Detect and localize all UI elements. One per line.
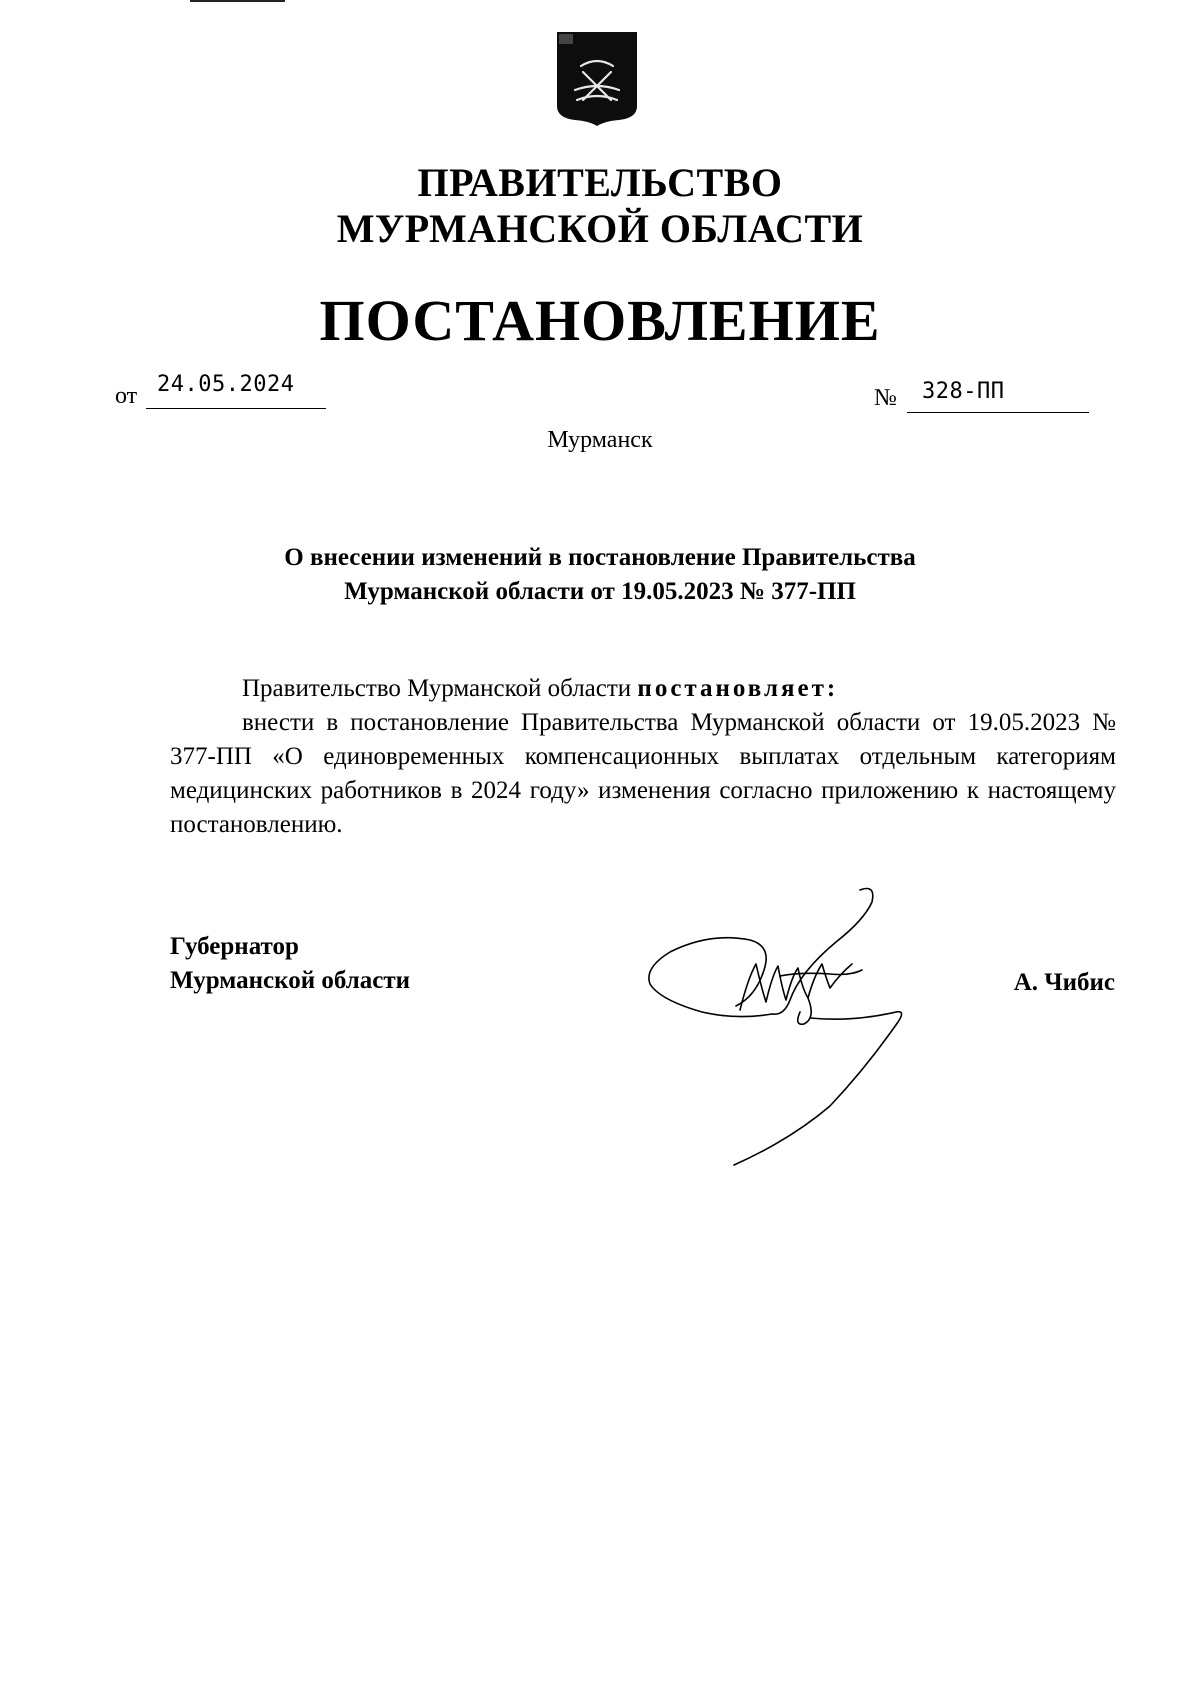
number-value: 328-ПП: [922, 379, 1005, 404]
organization-name-line-1: ПРАВИТЕЛЬСТВО: [417, 160, 783, 205]
date-underline: [146, 408, 326, 409]
date-label: от: [115, 383, 138, 409]
signatory-position-line-1: Губернатор: [170, 933, 299, 960]
scan-artifact-top: [190, 0, 285, 2]
signatory-position: [170, 930, 410, 998]
signatory-name: А. Чибис: [1013, 969, 1115, 996]
city-name: Мурманск: [547, 427, 653, 453]
signatory-position-line-2: Мурманской области: [170, 967, 411, 994]
document-type: ПОСТАНОВЛЕНИЕ: [319, 288, 881, 353]
intro-paragraph: [242, 672, 1116, 706]
intro-text: Правительство Мурманской области: [242, 675, 632, 702]
decree-paragraph: внести в постановление Правительства Мурманской области от 19.05.2023 № 377-ПП «О единовременных компенсационных выплатах отдельным категориям медицинских работников в 2024 году» изменения согласно приложению к настоящему постановлению.: [170, 709, 1116, 838]
document-title-line-1: О внесении изменений в постановление Правительства: [284, 544, 916, 571]
organization-name-line-2: МУРМАНСКОЙ ОБЛАСТИ: [336, 206, 864, 251]
handwritten-signature: [640, 880, 910, 1170]
intro-verb: постановляет:: [637, 675, 839, 702]
document-title-line-2: Мурманской области от 19.05.2023 № 377-ПП: [344, 578, 856, 605]
date-value: 24.05.2024: [157, 372, 295, 397]
number-label: №: [874, 385, 897, 411]
number-underline: [907, 412, 1089, 413]
coat-of-arms-icon: [553, 28, 641, 128]
